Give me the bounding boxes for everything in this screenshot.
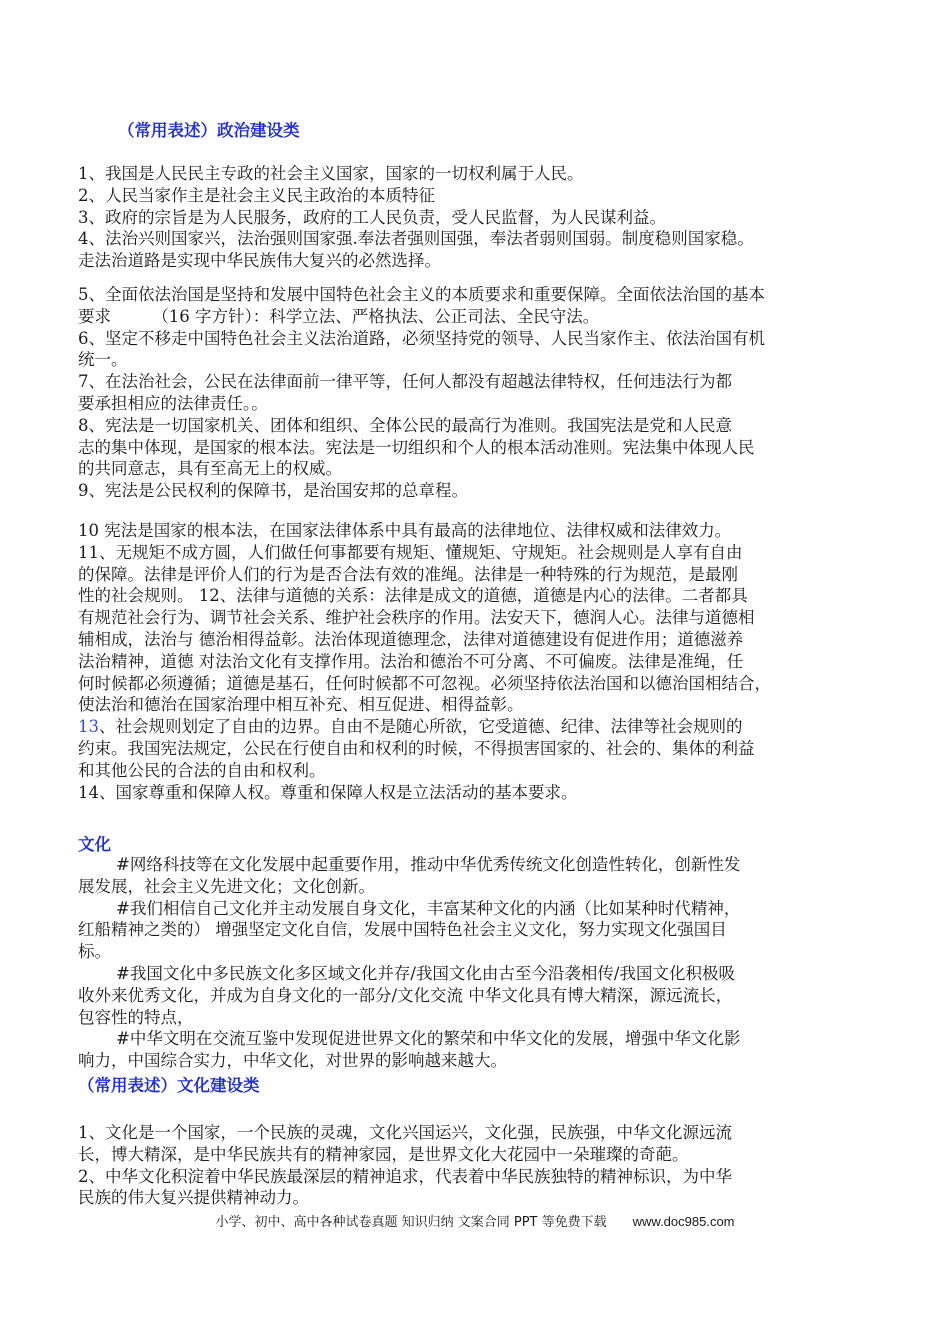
text-line: 4、法治兴则国家兴，法治强则国家强.奉法者强则国强，奉法者弱则国弱。制度稳则国家稳。 bbox=[78, 229, 754, 249]
footer-url-link[interactable]: www.doc985.com bbox=[632, 1214, 735, 1229]
text-line: 要承担相应的法律责任。。 bbox=[78, 393, 268, 413]
text-line: 统一。 bbox=[78, 350, 128, 370]
politics-block-2 bbox=[78, 284, 878, 502]
culture-block bbox=[78, 854, 878, 1072]
text-line: 要求 （16 字方针）：科学立法、严格执法、公正司法、全民守法。 bbox=[78, 306, 600, 326]
text-line: 8、宪法是一切国家机关、团体和组织、全体公民的最高行为准则。我国宪法是党和人民意 bbox=[78, 415, 732, 435]
text-line: 民族的伟大复兴提供精神动力。 bbox=[78, 1188, 309, 1208]
text-line: 性的社会规则。 12、法律与道德的关系：法律是成文的道德，道德是内心的法律。二者都具 bbox=[78, 586, 748, 606]
text-line: 走法治道路是实现中华民族伟大复兴的必然选择。 bbox=[78, 251, 441, 271]
footer-text: 小学、初中、高中各种试卷真题 知识归纳 文案合同 PPT 等免费下载 bbox=[215, 1215, 607, 1230]
text-line: 辅相成，法治与 德治相得益彰。法治体现道德理念，法律对道德建设有促进作用；道德滋养 bbox=[78, 629, 744, 649]
text-line: 使法治和德治在国家治理中相互补充、相互促进、相得益彰。 bbox=[78, 695, 524, 715]
text-line: 红船精神之类的） 增强坚定文化自信，发展中国特色社会主义文化，努力实现文化强国目 bbox=[78, 920, 727, 940]
text-line: 志的集中体现，是国家的根本法。宪法是一切组织和个人的根本活动准则。宪法集中体现人民 bbox=[78, 437, 755, 457]
text-fragment: 、社会规则划定了自由的边界。自由不是随心所欲，它受道德、纪律、法律等社会规则的 bbox=[99, 717, 743, 737]
text-line: 2、中华文化积淀着中华民族最深层的精神追求，代表着中华民族独特的精神标识，为中华 bbox=[78, 1166, 732, 1186]
text-line: #网络科技等在文化发展中起重要作用，推动中华优秀传统文化创造性转化，创新性发 bbox=[116, 855, 741, 874]
text-line: #中华文明在交流互鉴中发现促进世界文化的繁荣和中华文化的发展，增强中华文化影 bbox=[116, 1029, 741, 1049]
culture-common-block bbox=[78, 1122, 878, 1209]
text-line: 的共同意志，具有至高无上的权威。 bbox=[78, 459, 342, 479]
page-footer bbox=[0, 1211, 950, 1230]
politics-block-1 bbox=[78, 163, 878, 272]
text-line: 和其他公民的合法的自由和权利。 bbox=[78, 760, 326, 780]
text-line: 的保障。法律是评价人们的行为是否合法有效的准绳。法律是一种特殊的行为规范，是最刚 bbox=[78, 564, 738, 584]
text-line bbox=[78, 716, 878, 738]
text-line: 展发展，社会主义先进文化；文化创新。 bbox=[78, 876, 375, 896]
text-line: #我国文化中多民族文化多区域文化并存/我国文化由古至今沿袭相传/我国文化积极吸 bbox=[116, 963, 735, 983]
text-line: 3、政府的宗旨是为人民服务，政府的工人民负责，受人民监督，为人民谋利益。 bbox=[78, 207, 666, 227]
politics-block-3 bbox=[78, 520, 878, 803]
heading-culture-common: （常用表述）文化建设类 bbox=[78, 1076, 260, 1095]
text-line: 约束。我国宪法规定，公民在行使自由和权利的时候，不得损害国家的、社会的、集体的利益 bbox=[78, 738, 755, 758]
text-line: 1、文化是一个国家，一个民族的灵魂，文化兴国运兴，文化强，民族强，中华文化源远流 bbox=[78, 1123, 732, 1142]
text-line: 11、无规矩不成方圆，人们做任何事都要有规矩、懂规矩、守规矩。社会规则是人享有自由 bbox=[78, 542, 743, 562]
text-line: 10 宪法是国家的根本法，在国家法律体系中具有最高的法律地位、法律权威和法律效力。 bbox=[78, 521, 732, 540]
text-line: 6、坚定不移走中国特色社会主义法治道路，必须坚持党的领导、人民当家作主、依法治国有机 bbox=[78, 328, 765, 348]
text-line: 响力，中国综合实力，中华文化，对世界的影响越来越大。 bbox=[78, 1051, 507, 1071]
text-line: 法治精神，道德 对法治文化有支撑作用。法治和德治不可分离、不可偏废。法律是准绳，任 bbox=[78, 651, 744, 671]
text-line: 包容性的特点， bbox=[78, 1007, 194, 1027]
text-line: 5、全面依法治国是坚持和发展中国特色社会主义的本质要求和重要保障。全面依法治国的基本 bbox=[78, 285, 765, 304]
heading-politics: （常用表述）政治建设类 bbox=[118, 121, 300, 140]
heading-culture: 文化 bbox=[78, 835, 111, 854]
text-line: 何时候都必须遵循；道德是基石，任何时候都不可忽视。必须坚持依法治国和以德治国相结合， bbox=[78, 673, 771, 693]
text-line: 7、在法治社会，公民在法律面前一律平等，任何人都没有超越法律特权，任何违法行为都 bbox=[78, 372, 732, 392]
text-line: 14、国家尊重和保障人权。尊重和保障人权是立法活动的基本要求。 bbox=[78, 782, 578, 802]
text-line: #我们相信自己文化并主动发展自身文化，丰富某种文化的内涵（比如某种时代精神， bbox=[116, 898, 741, 918]
text-line: 有规范社会行为、调节社会关系、维护社会秩序的作用。法安天下，德润人心。法律与道德相 bbox=[78, 608, 755, 628]
text-line: 1、我国是人民民主专政的社会主义国家，国家的一切权利属于人民。 bbox=[78, 164, 584, 183]
text-line: 标。 bbox=[78, 942, 111, 962]
text-line: 9、宪法是公民权利的保障书，是治国安邦的总章程。 bbox=[78, 481, 468, 501]
item-number-13: 13 bbox=[78, 717, 99, 737]
text-line: 2、人民当家作主是社会主义民主政治的本质特征 bbox=[78, 185, 435, 205]
text-line: 收外来优秀文化，并成为自身文化的一部分/文化交流 中华文化具有博大精深，源远流长， bbox=[78, 985, 733, 1005]
text-line: 长，博大精深，是中华民族共有的精神家园，是世界文化大花园中一朵璀璨的奇葩。 bbox=[78, 1144, 689, 1164]
